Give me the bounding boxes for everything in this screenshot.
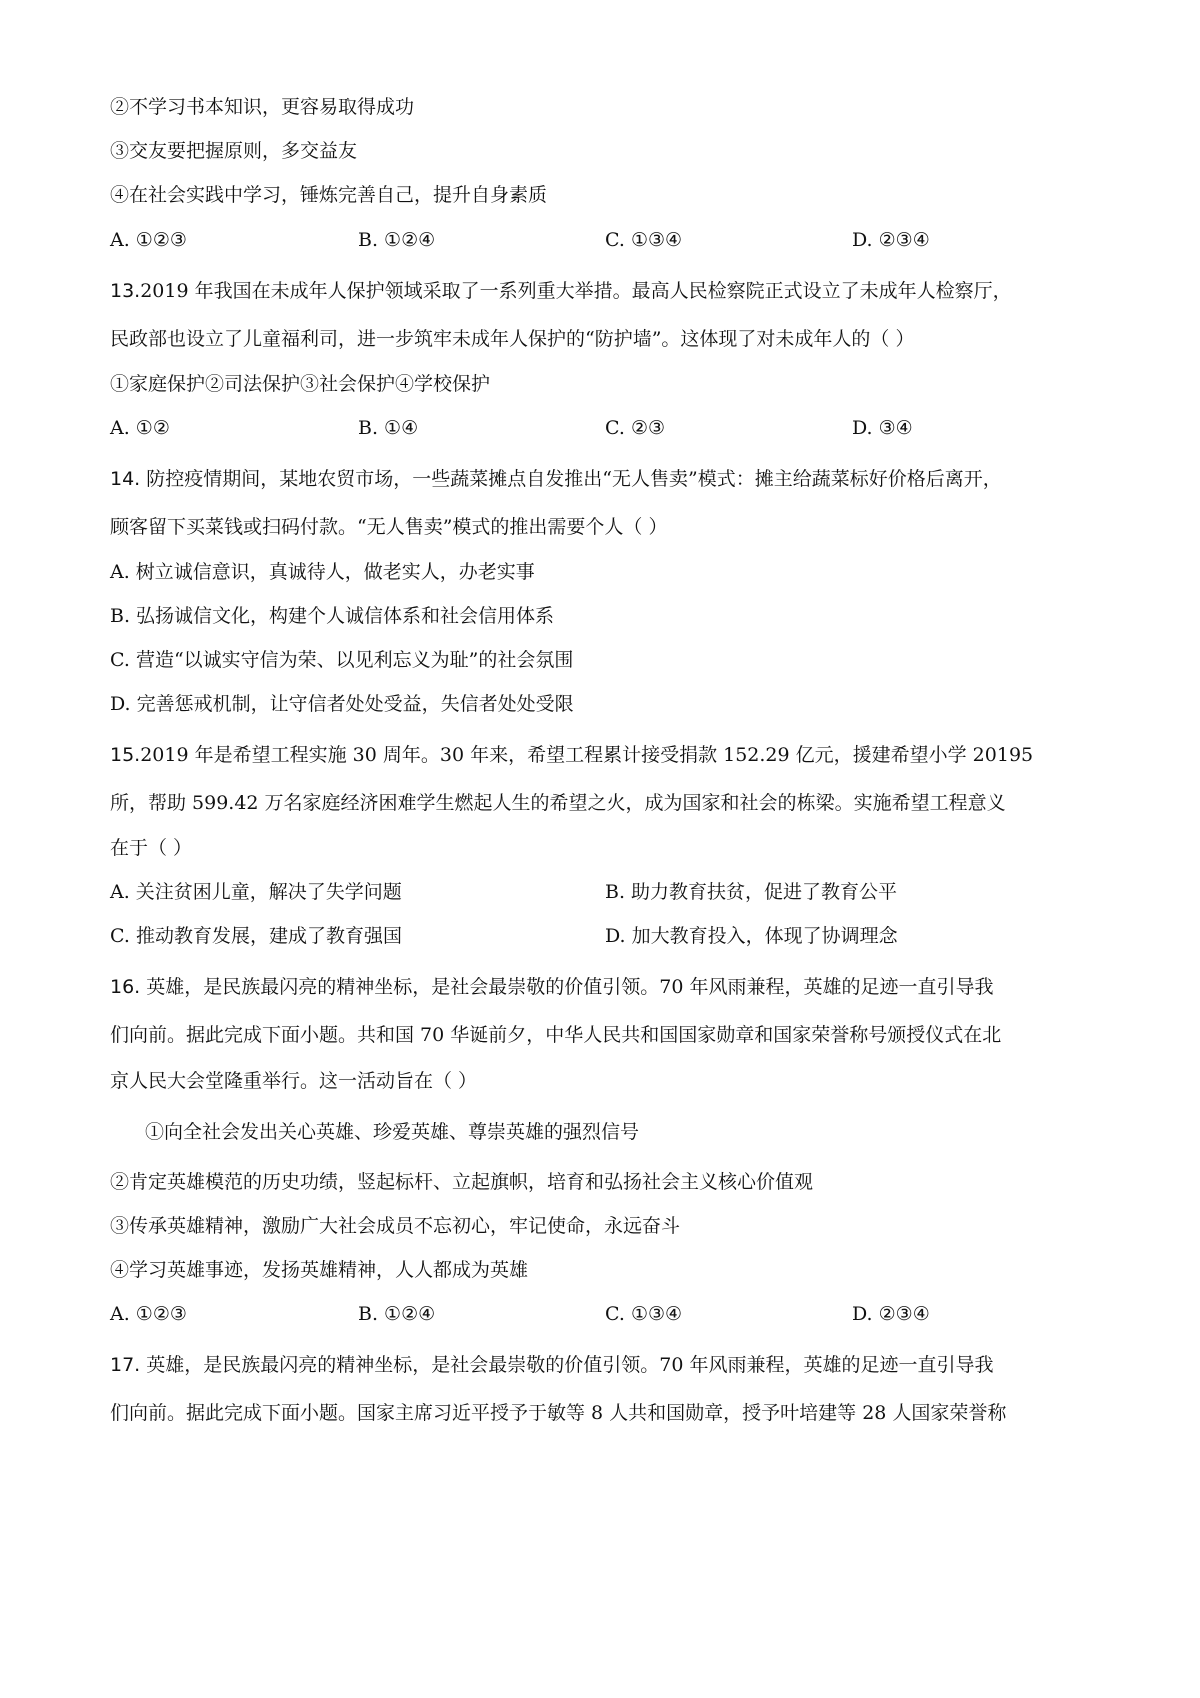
q14-line-2: 顾客留下买菜钱或扫码付款。“无人售卖”模式的推出需要个人（ ）	[110, 516, 668, 538]
q12-option-d: D. ②③④	[852, 229, 930, 251]
q15-line-1	[110, 743, 1033, 767]
q14-text-1: 防控疫情期间，某地农贸市场，一些蔬菜摊点自发推出“无人售卖”模式：摊主给蔬菜标好价格后离开，	[146, 468, 1002, 490]
q12-item-4: ④在社会实践中学习，锤炼完善自己，提升自身素质	[110, 184, 548, 206]
q12-item-2: ②不学习书本知识，更容易取得成功	[110, 96, 415, 118]
q16-line-3: 京人民大会堂隆重举行。这一活动旨在（ ）	[110, 1070, 478, 1092]
q13-option-d: D. ③④	[852, 417, 913, 439]
q13-line-1	[110, 279, 1012, 303]
q14-number: 14.	[110, 468, 141, 490]
q13-text-1: 2019 年我国在未成年人保护领域采取了一系列重大举措。最高人民检察院正式设立了未成年人检察厅，	[140, 280, 1012, 302]
q15-line-3: 在于（ ）	[110, 837, 193, 859]
q15-line-2: 所，帮助 599.42 万名家庭经济困难学生燃起人生的希望之火，成为国家和社会的栋梁。实施希望工程意义	[110, 792, 1006, 814]
q15-option-c: C. 推动教育发展，建成了教育强国	[110, 925, 402, 947]
q12-item-3: ③交友要把握原则，多交益友	[110, 140, 358, 162]
q13-option-a: A. ①②	[110, 417, 170, 439]
q12-option-a: A. ①②③	[110, 229, 187, 251]
q16-item-1: ①向全社会发出关心英雄、珍爱英雄、尊崇英雄的强烈信号	[145, 1121, 640, 1143]
q15-option-a: A. 关注贫困儿童，解决了失学问题	[110, 881, 402, 903]
q16-option-a: A. ①②③	[110, 1303, 187, 1325]
q13-number: 13.	[110, 280, 141, 302]
q13-option-c: C. ②③	[605, 417, 666, 439]
q14-option-d: D. 完善惩戒机制，让守信者处处受益，失信者处处受限	[110, 693, 574, 715]
q15-option-d: D. 加大教育投入，体现了协调理念	[605, 925, 898, 947]
q16-item-2: ②肯定英雄模范的历史功绩，竖起标杆、立起旗帜，培育和弘扬社会主义核心价值观	[110, 1171, 814, 1193]
q12-option-b: B. ①②④	[358, 229, 436, 251]
q13-line-2: 民政部也设立了儿童福利司，进一步筑牢未成年人保护的“防护墙”。这体现了对未成年人的（ ）	[110, 328, 915, 350]
q16-option-b: B. ①②④	[358, 1303, 436, 1325]
q14-option-c: C. 营造“以诚实守信为荣、以见利忘义为耻”的社会氛围	[110, 649, 574, 671]
q16-option-d: D. ②③④	[852, 1303, 930, 1325]
q16-number: 16.	[110, 976, 141, 998]
q16-item-3: ③传承英雄精神，激励广大社会成员不忘初心，牢记使命，永远奋斗	[110, 1215, 681, 1237]
q14-option-b: B. 弘扬诚信文化，构建个人诚信体系和社会信用体系	[110, 605, 555, 627]
q16-line-2: 们向前。据此完成下面小题。共和国 70 华诞前夕，中华人民共和国国家勋章和国家荣誉称号颁授仪式在北	[110, 1024, 1002, 1046]
q15-option-b: B. 助力教育扶贫，促进了教育公平	[605, 881, 898, 903]
q13-option-b: B. ①④	[358, 417, 419, 439]
q16-text-1: 英雄，是民族最闪亮的精神坐标，是社会最崇敬的价值引领。70 年风雨兼程，英雄的足迹一直引导我	[146, 976, 994, 998]
q17-line-1	[110, 1353, 994, 1377]
q14-line-1	[110, 467, 1002, 491]
q16-option-c: C. ①③④	[605, 1303, 683, 1325]
q12-option-c: C. ①③④	[605, 229, 683, 251]
q17-text-1: 英雄，是民族最闪亮的精神坐标，是社会最崇敬的价值引领。70 年风雨兼程，英雄的足迹一直引导我	[146, 1354, 994, 1376]
q15-text-1: 2019 年是希望工程实施 30 周年。30 年来，希望工程累计接受捐款 152.29 亿元，援建希望小学 20195	[140, 744, 1034, 766]
q13-items: ①家庭保护②司法保护③社会保护④学校保护	[110, 373, 491, 395]
q17-number: 17.	[110, 1354, 141, 1376]
q16-line-1	[110, 975, 994, 999]
q16-item-4: ④学习英雄事迹，发扬英雄精神，人人都成为英雄	[110, 1259, 529, 1281]
q14-option-a: A. 树立诚信意识，真诚待人，做老实人，办老实事	[110, 561, 535, 583]
q15-number: 15.	[110, 744, 141, 766]
q17-line-2: 们向前。据此完成下面小题。国家主席习近平授予于敏等 8 人共和国勋章，授予叶培建等 28 人国家荣誉称	[110, 1402, 1007, 1424]
